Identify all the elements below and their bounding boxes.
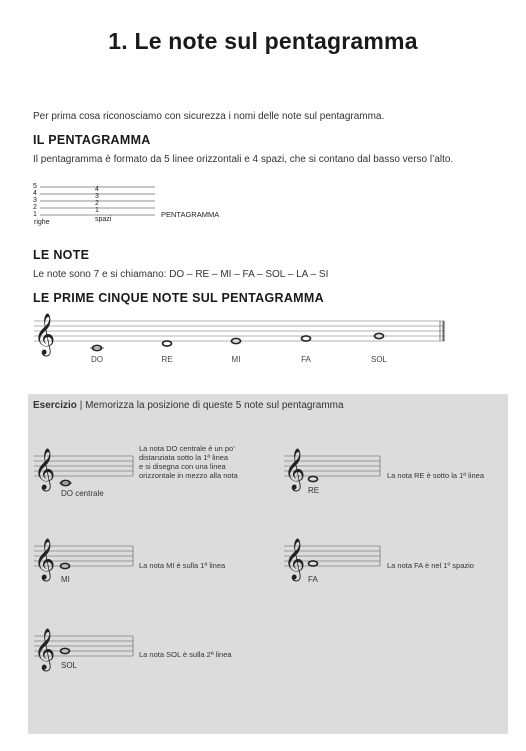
whole-note-icon	[375, 333, 384, 338]
whole-note-icon	[93, 345, 102, 350]
pentagramma-text: Il pentagramma è formato da 5 linee orizzontali e 4 spazi, che si contano dal basso verso l’alto.	[33, 154, 454, 165]
line-number-2: 2	[33, 204, 37, 211]
exercise-label: Esercizio	[33, 400, 77, 411]
whole-note-icon	[163, 341, 172, 346]
exercise-note-fa: FA	[308, 575, 318, 584]
exercise-desc-do	[139, 444, 238, 480]
whole-note-icon	[232, 338, 241, 343]
treble-clef-icon: 𝄞	[34, 539, 56, 580]
treble-clef-icon: 𝄞	[34, 629, 56, 670]
note-label-re: RE	[161, 355, 173, 364]
exercise-desc-sol: La nota SOL è sulla 2ª linea	[139, 650, 232, 659]
desc-line: distanziata sotto la 1ª linea	[139, 453, 229, 462]
line-number-4: 4	[33, 190, 37, 197]
note-label-do: DO	[91, 355, 103, 364]
note-label-fa: FA	[301, 355, 311, 364]
exercise-note-do: DO centrale	[61, 489, 104, 498]
note-label-mi: MI	[231, 355, 241, 364]
section-heading-pentagramma: IL PENTAGRAMMA	[33, 133, 151, 147]
whole-note-icon	[302, 336, 311, 341]
line-number-5: 5	[33, 183, 37, 190]
staff-label: PENTAGRAMMA	[161, 210, 220, 219]
treble-clef-icon: 𝄞	[284, 449, 306, 490]
line-number-3: 3	[33, 197, 37, 204]
treble-clef-icon: 𝄞	[34, 314, 56, 355]
section-heading-note: LE NOTE	[33, 248, 90, 262]
spazi-label: spazi	[95, 216, 112, 223]
space-number-3: 3	[95, 193, 99, 200]
exercise-text: Memorizza la posizione di queste 5 note sul pentagramma	[85, 400, 344, 411]
treble-clef-icon: 𝄞	[284, 539, 306, 580]
desc-line: e si disegna con una linea	[139, 462, 226, 471]
note-text: Le note sono 7 e si chiamano: DO – RE – MI – FA – SOL – LA – SI	[33, 269, 329, 280]
exercise-desc-re: La nota RE è sotto la 1ª linea	[387, 471, 485, 480]
treble-clef-icon: 𝄞	[34, 449, 56, 490]
righe-label: righe	[34, 219, 50, 226]
page-title: 1. Le note sul pentagramma	[108, 28, 418, 54]
note-label-sol: SOL	[370, 355, 387, 364]
section-heading-prime: LE PRIME CINQUE NOTE SUL PENTAGRAMMA	[33, 291, 324, 305]
line-number-1: 1	[33, 211, 37, 218]
exercise-note-mi: MI	[61, 575, 70, 584]
space-number-1: 1	[95, 207, 99, 214]
exercise-note-re: RE	[308, 486, 320, 495]
exercise-desc-mi: La nota MI è sulla 1ª linea	[139, 561, 226, 570]
exercise-separator: |	[79, 400, 83, 411]
exercise-note-sol: SOL	[61, 661, 78, 670]
exercise-header	[33, 400, 344, 411]
desc-line: orizzontale in mezzo alla nota	[139, 471, 238, 480]
space-number-4: 4	[95, 186, 99, 193]
exercise-desc-fa: La nota FA è nel 1º spazio	[387, 561, 474, 570]
space-number-2: 2	[95, 200, 99, 207]
desc-line: La nota DO centrale è un po’	[139, 444, 235, 453]
intro-text: Per prima cosa riconosciamo con sicurezza i nomi delle note sul pentagramma.	[33, 111, 385, 122]
